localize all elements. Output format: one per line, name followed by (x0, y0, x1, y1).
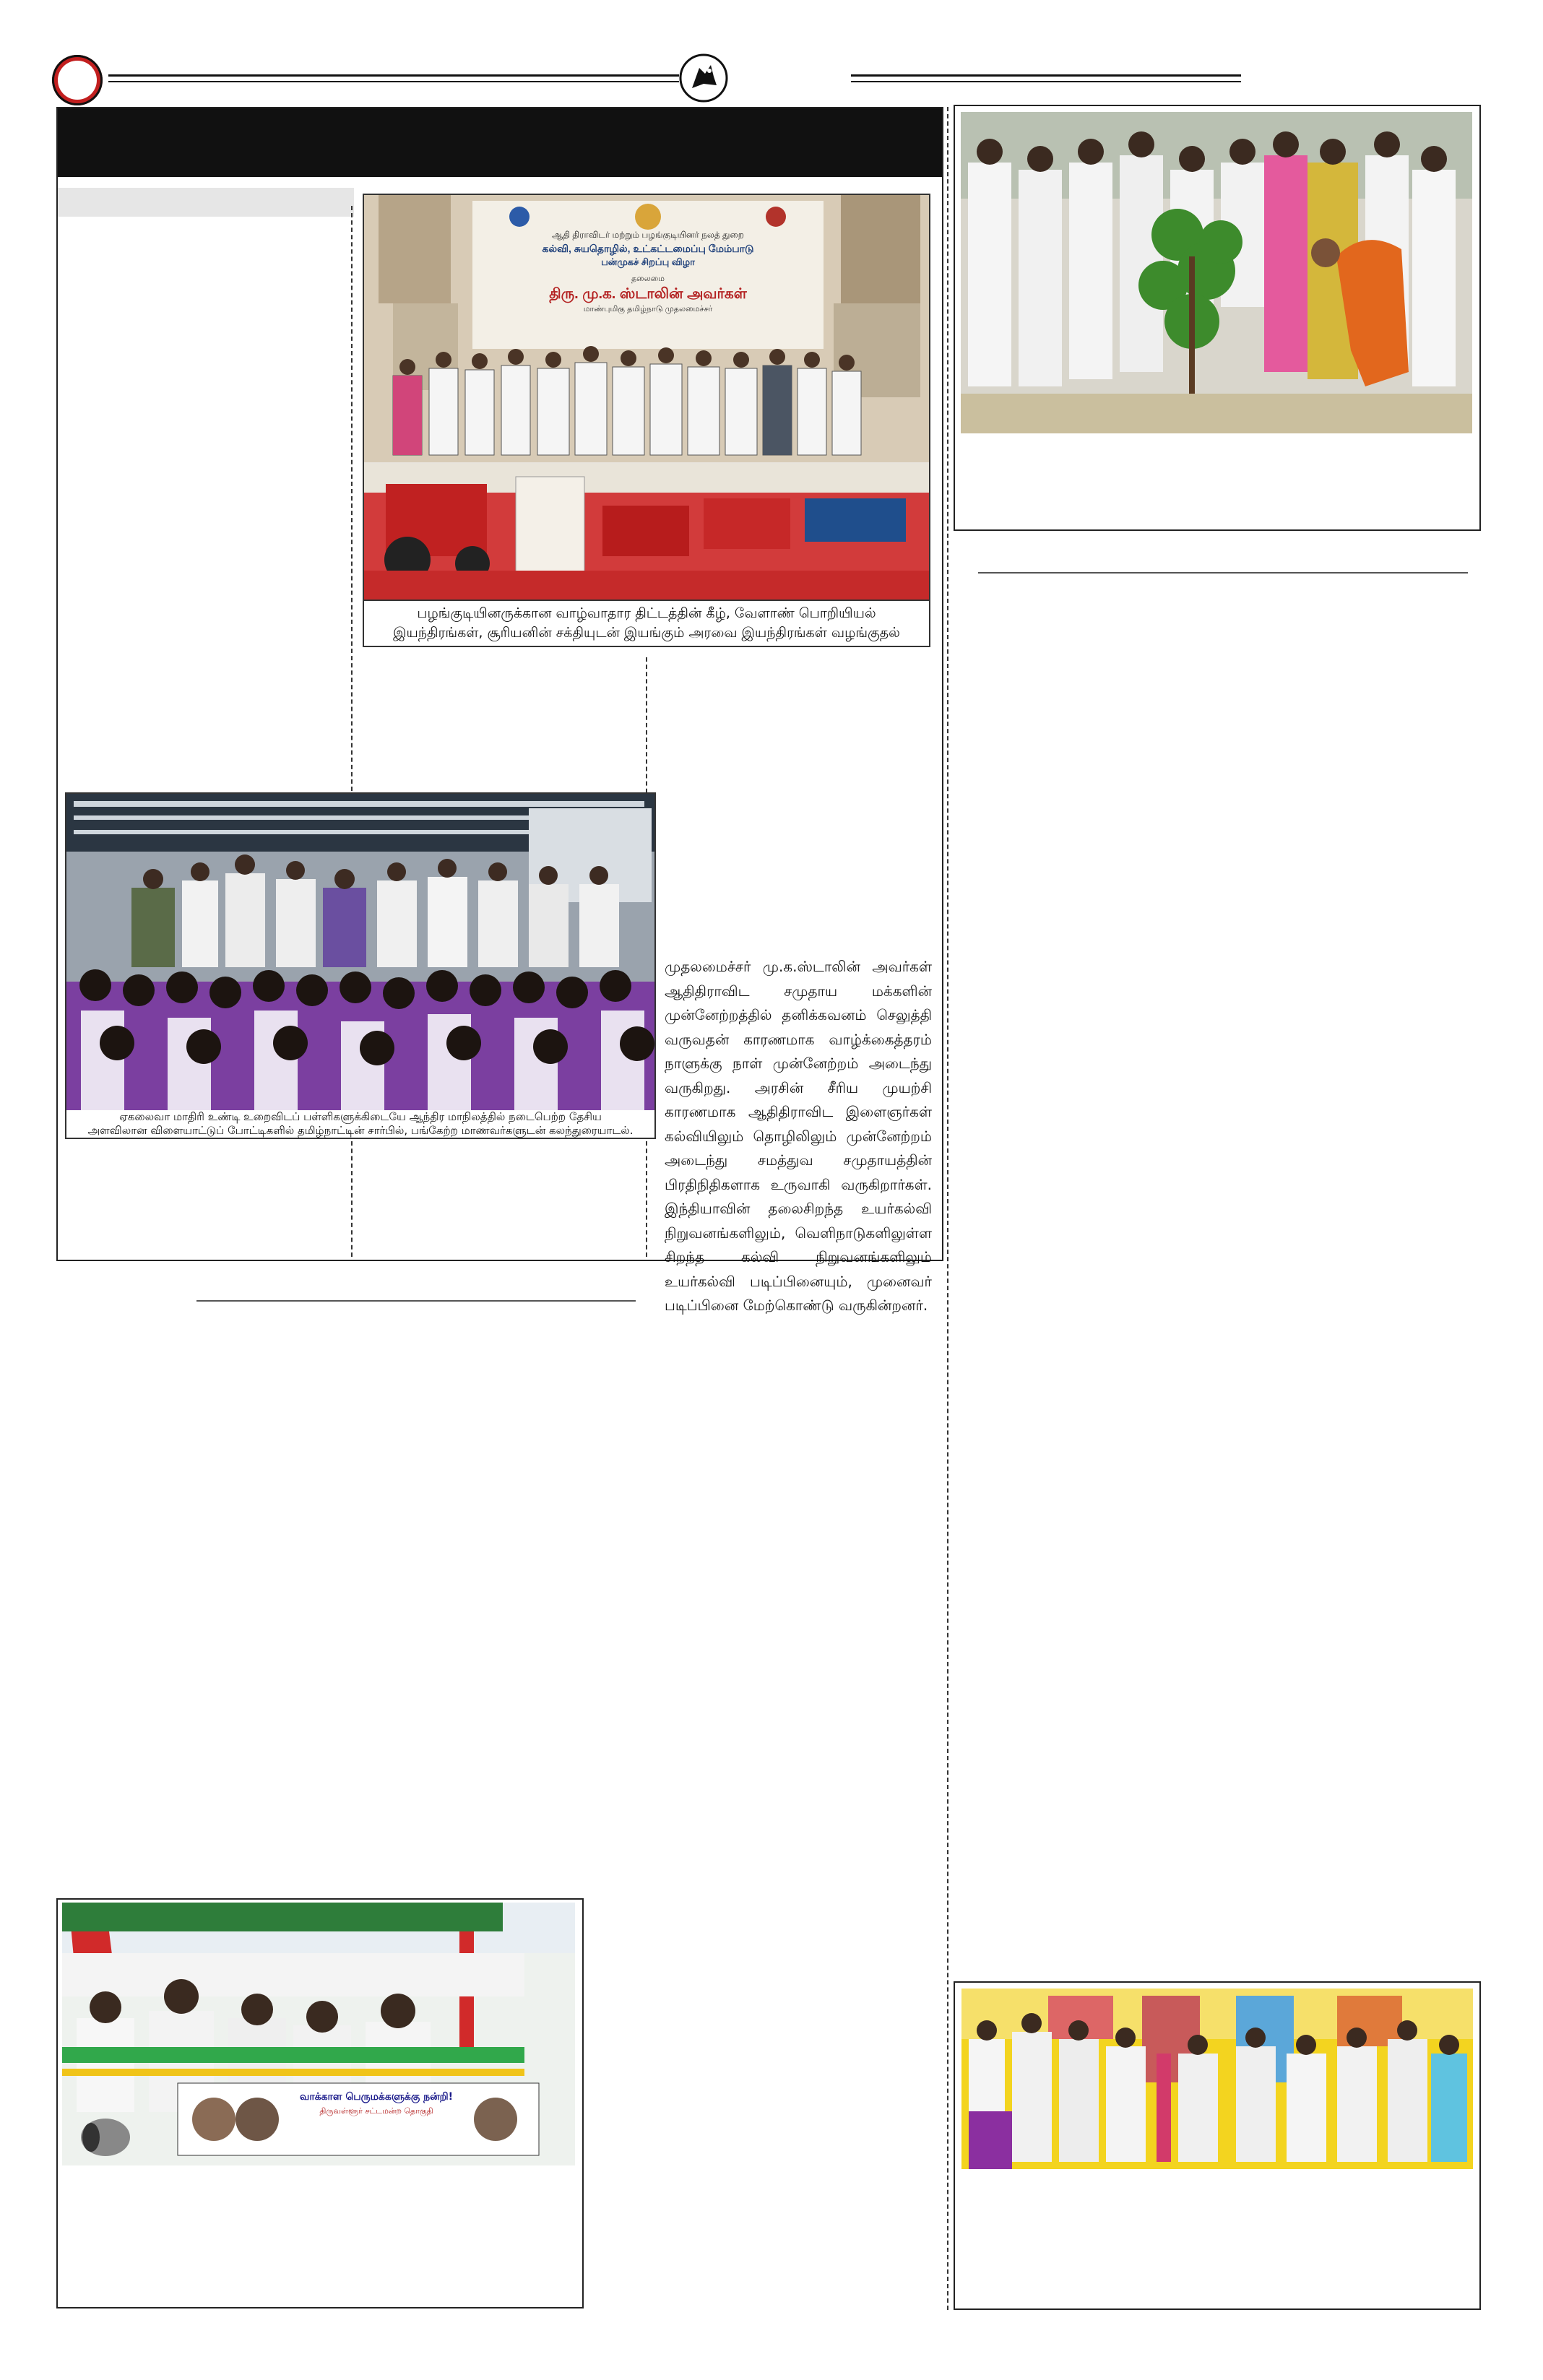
vehicle-banner-line: திருவள்ளூர் சட்டமன்ற தொகுதி (319, 2106, 433, 2116)
column-divider (351, 206, 353, 791)
rooster-emblem-icon (678, 52, 730, 104)
campaign-vehicle-photo (62, 1903, 575, 2165)
main-story-subheadline (58, 194, 65, 211)
article-paragraph: முதலமைச்சர் மு.க.ஸ்டாலின் அவர்கள் ஆதிதிராவிட சமுதாய மக்களின் முன்னேற்றத்தில் தனிக்கவனம் செலுத்தி வருவதன் காரணமாக வாழ்க்கைத்தரம் நாளுக்கு நாள் முன்னேற்றம் அடைந்து வருகிறது. அரசின் சீரிய முயற்சி காரணமாக ஆதிதிராவிட இளைஞர்கள் கல்வியிலும் தொழிலிலும் முன்னேற்றம் அடைந்து சமத்துவ சமுதாயத்தின் பிரதிநிதிகளாக உருவாகி வருகிறார்கள். இந்தியாவின் தலைசிறந்த உயர்கல்வி நிறுவனங்களிலும், வெளிநாடுகளிலுள்ள சிறந்த கல்வி நிறுவனங்களிலும் உயர்கல்வி படிப்பினையும், முனைவர் படிப்பினை மேற்கொண்டு வருகின்றனர். (665, 958, 932, 1314)
column-divider (351, 1141, 353, 1257)
portrait-ceremony-photo (961, 1989, 1473, 2169)
banner-line: பன்முகச் சிறப்பு விழா (601, 256, 695, 267)
event-banner-text (472, 211, 824, 315)
event-caption-line: இயந்திரங்கள், சூரியனின் சக்தியுடன் இயங்கும் அரவை இயந்திரங்கள் வழங்குதல் (393, 625, 900, 641)
students-caption-line: ஏகலைவா மாதிரி உண்டி உறைவிடப் பள்ளிகளுக்கிடையே ஆந்திர மாநிலத்தில் நடைபெற்ற தேசிய (119, 1110, 602, 1123)
section-rule (196, 1300, 636, 1302)
main-story-headline (58, 126, 72, 159)
banner-line: மாண்புமிகு தமிழ்நாடு முதலமைச்சர் (583, 305, 713, 313)
masthead-circle-inner (58, 61, 97, 100)
event-photo-caption-box (363, 601, 930, 647)
banner-line: கல்வி, சுயதொழில், உட்கட்டமைப்பு மேம்பாடு (542, 243, 754, 254)
main-story-subhead-bar (58, 188, 354, 217)
main-story-headline-bar (58, 108, 942, 177)
students-meeting-photo (65, 792, 656, 1139)
masthead-rule-right (851, 74, 1241, 82)
banner-line: திரு. மு.க. ஸ்டாலின் அவர்கள் (549, 286, 747, 302)
vehicle-banner-text (279, 2089, 474, 2118)
students-photo-caption (66, 1110, 654, 1139)
event-stage-photo (363, 194, 930, 601)
column-divider (646, 1141, 647, 1257)
banner-line: தலைமை (631, 274, 665, 283)
tree-planting-photo (961, 112, 1472, 433)
page-column-divider (947, 107, 948, 2310)
students-caption-line: அளவிலான விளையாட்டுப் போட்டிகளில் தமிழ்நாட்டின் சார்பில், பங்கேற்ற மாணவர்களுடன் கலந்துரையாடல். (87, 1124, 634, 1137)
masthead-rule-left (108, 74, 679, 82)
event-caption-line: பழங்குடியினருக்கான வாழ்வாதார திட்டத்தின் கீழ், வேளாண் பொறியியல் (417, 605, 876, 621)
banner-line: ஆதி திராவிடர் மற்றும் பழங்குடியினர் நலத் துறை (552, 230, 744, 240)
section-rule (978, 572, 1468, 574)
vehicle-banner-line: வாக்காள பெருமக்களுக்கு நன்றி! (299, 2091, 454, 2103)
